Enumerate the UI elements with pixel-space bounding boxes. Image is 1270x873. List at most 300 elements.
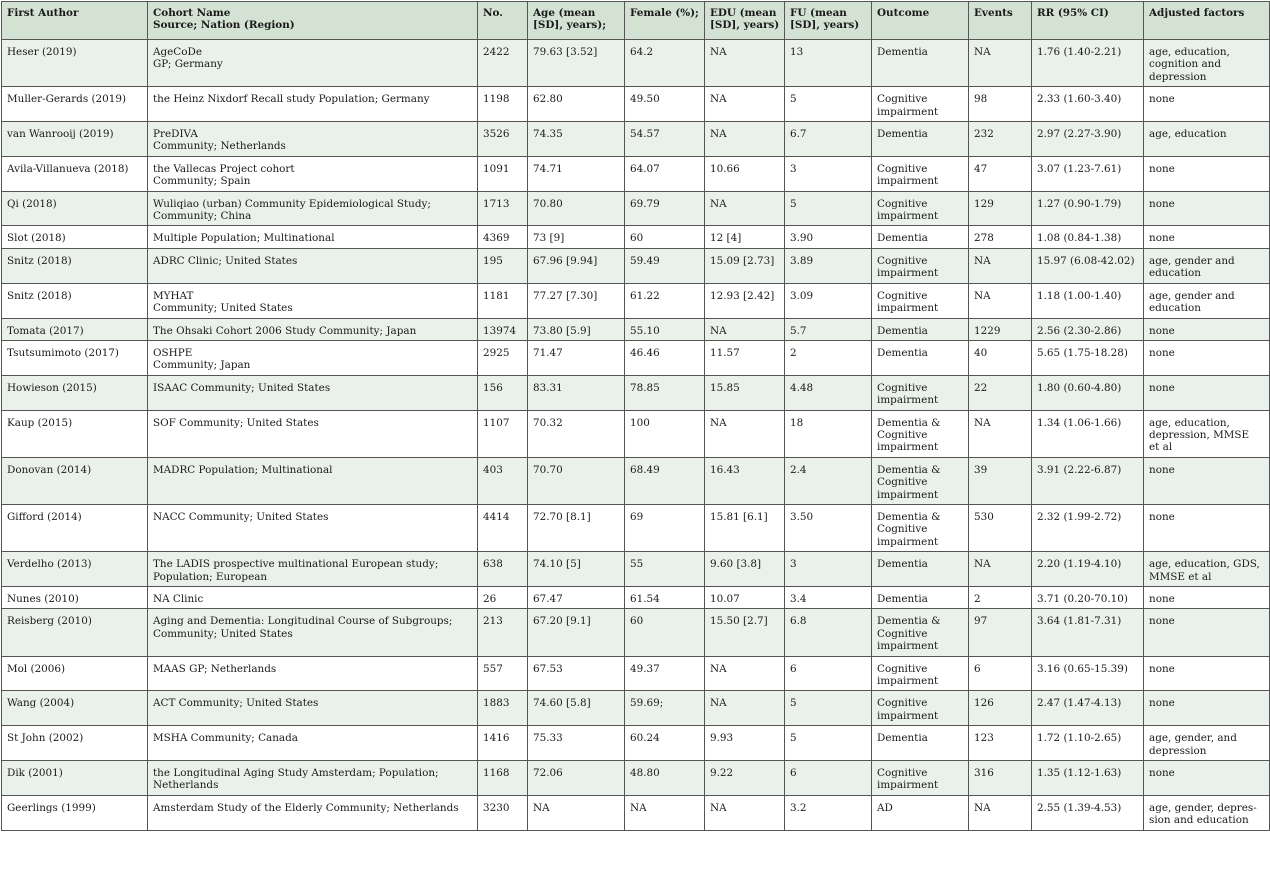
cell-cohort-name (148, 609, 478, 656)
cell-rr: 2.47 (1.47-4.13) (1032, 691, 1144, 726)
cell-line: Netherlands (153, 779, 219, 792)
cohort-studies-table (1, 1, 1270, 831)
cell-first-author: Nunes (2010) (2, 587, 148, 609)
cell-fu: 6 (785, 656, 872, 691)
cell-adjusted-factors (1144, 504, 1270, 551)
cell-line: MMSE et al (1149, 570, 1212, 583)
cell-rr: 2.56 (2.30-2.86) (1032, 318, 1144, 340)
table-body (2, 40, 1270, 831)
cell-line: impairment (877, 441, 939, 454)
cell-outcome (872, 40, 969, 87)
cell-adjusted-factors (1144, 340, 1270, 375)
cell-line: age, gender and (1149, 254, 1235, 267)
cell-edu: NA (705, 122, 785, 157)
cell-line: Community; China (153, 210, 252, 223)
cell-edu: 16.43 (705, 457, 785, 504)
cell-age: 67.20 [9.1] (528, 609, 625, 656)
cell-first-author: Avila-Villanueva (2018) (2, 156, 148, 191)
cell-rr: 5.65 (1.75-18.28) (1032, 340, 1144, 375)
cell-female: 100 (625, 410, 705, 457)
cell-female: 60 (625, 609, 705, 656)
cell-age: NA (528, 795, 625, 830)
cell-fu: 2.4 (785, 457, 872, 504)
cell-line: impairment (877, 267, 939, 280)
cell-line: Dementia & (877, 510, 941, 523)
cell-rr: 1.27 (0.90-1.79) (1032, 191, 1144, 226)
cell-line: none (1149, 767, 1175, 780)
cell-line: none (1149, 593, 1175, 605)
cell-no: 2925 (478, 340, 528, 375)
cell-female: 55 (625, 552, 705, 587)
cell-female: 69 (625, 504, 705, 551)
cell-cohort-name (148, 457, 478, 504)
cell-age: 72.70 [8.1] (528, 504, 625, 551)
cell-age: 74.35 (528, 122, 625, 157)
cell-first-author: Qi (2018) (2, 191, 148, 226)
cell-line: MYHAT (153, 289, 194, 302)
cell-fu: 3.2 (785, 795, 872, 830)
cell-edu: 9.93 (705, 726, 785, 761)
table-row (2, 795, 1270, 830)
cell-line: age, education, (1149, 416, 1230, 429)
cell-edu: 15.85 (705, 375, 785, 410)
cell-no: 3230 (478, 795, 528, 830)
cell-age: 74.71 (528, 156, 625, 191)
header-adjusted-factors: Adjusted factors (1144, 2, 1270, 40)
cell-line: NACC Community; United States (153, 510, 329, 523)
cell-events: 47 (969, 156, 1032, 191)
cell-events: NA (969, 795, 1032, 830)
table-row (2, 122, 1270, 157)
header-row (2, 2, 1270, 40)
header-no: No. (478, 2, 528, 40)
cell-line: SOF Community; United States (153, 416, 319, 429)
cell-fu: 5 (785, 691, 872, 726)
cell-line: Community; United States (153, 302, 293, 315)
cell-no: 1181 (478, 283, 528, 318)
cell-line: Amsterdam Study of the Elderly Community; Netherlands (153, 801, 459, 814)
cell-first-author: Donovan (2014) (2, 457, 148, 504)
cell-outcome (872, 504, 969, 551)
table-row (2, 318, 1270, 340)
cell-outcome (872, 726, 969, 761)
cell-fu: 3.89 (785, 248, 872, 283)
cell-fu: 13 (785, 40, 872, 87)
cell-rr: 3.71 (0.20-70.10) (1032, 587, 1144, 609)
cell-no: 1883 (478, 691, 528, 726)
cell-line: Wuliqiao (urban) Community Epidemiological Study; (153, 197, 431, 210)
table-row (2, 552, 1270, 587)
cell-line: none (1149, 697, 1175, 710)
cell-events: 1229 (969, 318, 1032, 340)
cell-female: 64.2 (625, 40, 705, 87)
header-age: Age (mean [SD], years); (528, 2, 625, 40)
cell-female: 60.24 (625, 726, 705, 761)
cell-adjusted-factors (1144, 40, 1270, 87)
cell-fu: 3.09 (785, 283, 872, 318)
cell-rr: 2.20 (1.19-4.10) (1032, 552, 1144, 587)
cell-no: 13974 (478, 318, 528, 340)
cell-events: 97 (969, 609, 1032, 656)
cell-line: Community; United States (153, 627, 293, 640)
cell-age: 67.96 [9.94] (528, 248, 625, 283)
cell-first-author: Tomata (2017) (2, 318, 148, 340)
cell-outcome (872, 283, 969, 318)
cell-no: 1168 (478, 761, 528, 796)
cell-adjusted-factors (1144, 318, 1270, 340)
table-row (2, 410, 1270, 457)
table-row (2, 248, 1270, 283)
table-row (2, 726, 1270, 761)
cell-line: The LADIS prospective multinational European study; (153, 558, 439, 571)
cell-cohort-name (148, 156, 478, 191)
cell-fu: 5 (785, 87, 872, 122)
cell-female: 69.79 (625, 191, 705, 226)
cell-events: 316 (969, 761, 1032, 796)
cell-cohort-name (148, 504, 478, 551)
cell-edu: 9.60 [3.8] (705, 552, 785, 587)
cell-line: age, education, (1149, 46, 1230, 58)
cell-line: ISAAC Community; United States (153, 381, 331, 394)
cell-outcome (872, 318, 969, 340)
cell-edu: NA (705, 795, 785, 830)
cell-adjusted-factors (1144, 691, 1270, 726)
table-row (2, 375, 1270, 410)
cell-adjusted-factors (1144, 156, 1270, 191)
cell-no: 4369 (478, 226, 528, 248)
cell-edu: 11.57 (705, 340, 785, 375)
cell-line: none (1149, 615, 1175, 628)
cell-outcome (872, 587, 969, 609)
cell-outcome (872, 156, 969, 191)
cell-outcome (872, 552, 969, 587)
cell-line: the Longitudinal Aging Study Amsterdam; Population; (153, 767, 439, 780)
cell-first-author: Mol (2006) (2, 656, 148, 691)
cell-line: none (1149, 463, 1175, 476)
cell-line: depression (1149, 744, 1207, 757)
cell-fu: 6 (785, 761, 872, 796)
cell-first-author: Wang (2004) (2, 691, 148, 726)
cell-adjusted-factors (1144, 122, 1270, 157)
cell-cohort-name (148, 122, 478, 157)
cell-cohort-name (148, 795, 478, 830)
cell-age: 79.63 [3.52] (528, 40, 625, 87)
cell-line: Cognitive (877, 662, 928, 675)
cell-events: 232 (969, 122, 1032, 157)
cell-no: 26 (478, 587, 528, 609)
cell-edu: 15.50 [2.7] (705, 609, 785, 656)
cell-line: none (1149, 162, 1175, 175)
cell-female: 59.69; (625, 691, 705, 726)
cell-line: Dementia (877, 128, 928, 141)
cell-line: Cognitive (877, 197, 928, 210)
cell-first-author: Snitz (2018) (2, 248, 148, 283)
cell-line: Community; Spain (153, 175, 251, 188)
cell-no: 1198 (478, 87, 528, 122)
cell-line: none (1149, 510, 1175, 523)
cell-adjusted-factors (1144, 795, 1270, 830)
cell-fu: 3.4 (785, 587, 872, 609)
table-row (2, 504, 1270, 551)
cell-rr: 2.33 (1.60-3.40) (1032, 87, 1144, 122)
header-cohort-name: Cohort Name Source; Nation (Region) (148, 2, 478, 40)
cell-line: Cognitive (877, 476, 928, 489)
cell-rr: 1.80 (0.60-4.80) (1032, 375, 1144, 410)
header-fu: FU (mean [SD], years) (785, 2, 872, 40)
cell-female: 60 (625, 226, 705, 248)
cell-line: age, gender, and (1149, 732, 1237, 745)
cell-first-author: Geerlings (1999) (2, 795, 148, 830)
cell-line: NA Clinic (153, 593, 204, 605)
cell-rr: 1.34 (1.06-1.66) (1032, 410, 1144, 457)
cell-line: Dementia (877, 558, 928, 571)
cell-first-author: Gifford (2014) (2, 504, 148, 551)
cell-adjusted-factors (1144, 587, 1270, 609)
table-row (2, 156, 1270, 191)
cell-line: MAAS GP; Netherlands (153, 662, 277, 675)
table-row (2, 609, 1270, 656)
cell-cohort-name (148, 587, 478, 609)
cell-line: MADRC Population; Multinational (153, 463, 333, 476)
cell-line: Cognitive (877, 627, 928, 640)
cell-line: Dementia & (877, 615, 941, 628)
cell-line: none (1149, 381, 1175, 394)
cell-age: 70.32 (528, 410, 625, 457)
cell-fu: 18 (785, 410, 872, 457)
cell-edu: 12 [4] (705, 226, 785, 248)
cell-line: impairment (877, 210, 939, 223)
cell-edu: NA (705, 318, 785, 340)
cell-outcome (872, 457, 969, 504)
cell-cohort-name (148, 340, 478, 375)
cell-age: 83.31 (528, 375, 625, 410)
cell-no: 638 (478, 552, 528, 587)
cell-fu: 2 (785, 340, 872, 375)
cell-outcome (872, 656, 969, 691)
cell-fu: 5 (785, 726, 872, 761)
header-outcome: Outcome (872, 2, 969, 40)
cell-rr: 3.16 (0.65-15.39) (1032, 656, 1144, 691)
cell-line: Population; European (153, 570, 268, 583)
cell-line: education (1149, 267, 1201, 280)
cell-cohort-name (148, 40, 478, 87)
cell-line: Cognitive (877, 697, 928, 710)
cell-adjusted-factors (1144, 375, 1270, 410)
cell-events: 40 (969, 340, 1032, 375)
cell-line: none (1149, 324, 1175, 337)
cell-line: ACT Community; United States (153, 697, 319, 710)
cell-line: Dementia (877, 46, 928, 58)
header-events: Events (969, 2, 1032, 40)
cell-line: cognition and (1149, 58, 1222, 71)
cell-line: none (1149, 346, 1175, 359)
cell-first-author: Howieson (2015) (2, 375, 148, 410)
cell-line: impairment (877, 175, 939, 188)
cell-rr: 1.72 (1.10-2.65) (1032, 726, 1144, 761)
cell-no: 213 (478, 609, 528, 656)
cell-line: impairment (877, 779, 939, 792)
cell-rr: 1.08 (0.84-1.38) (1032, 226, 1144, 248)
cell-no: 1107 (478, 410, 528, 457)
cell-rr: 1.76 (1.40-2.21) (1032, 40, 1144, 87)
cell-no: 557 (478, 656, 528, 691)
table-row (2, 226, 1270, 248)
table-row (2, 656, 1270, 691)
cell-age: 72.06 (528, 761, 625, 796)
cell-fu: 6.7 (785, 122, 872, 157)
cell-fu: 3 (785, 156, 872, 191)
cell-fu: 3.90 (785, 226, 872, 248)
cell-first-author: Verdelho (2013) (2, 552, 148, 587)
cell-line: impairment (877, 640, 939, 653)
cell-no: 403 (478, 457, 528, 504)
cell-edu: NA (705, 410, 785, 457)
cell-events: 98 (969, 87, 1032, 122)
cell-line: age, education (1149, 128, 1227, 141)
cell-line: AgeCoDe (153, 46, 202, 58)
cell-adjusted-factors (1144, 87, 1270, 122)
cell-adjusted-factors (1144, 457, 1270, 504)
cell-events: NA (969, 40, 1032, 87)
cell-events: 530 (969, 504, 1032, 551)
cell-outcome (872, 191, 969, 226)
cell-adjusted-factors (1144, 726, 1270, 761)
cell-outcome (872, 87, 969, 122)
cell-outcome (872, 795, 969, 830)
cell-line: depression, MMSE (1149, 428, 1250, 441)
cell-line: depression (1149, 70, 1207, 83)
cell-line: Cognitive (877, 289, 928, 302)
cell-cohort-name (148, 375, 478, 410)
cell-line: PreDIVA (153, 128, 198, 141)
cell-line: The Ohsaki Cohort 2006 Study Community; Japan (153, 324, 417, 337)
cell-line: impairment (877, 394, 939, 407)
cell-fu: 4.48 (785, 375, 872, 410)
cell-adjusted-factors (1144, 226, 1270, 248)
cell-female: 48.80 (625, 761, 705, 796)
cell-age: 70.80 (528, 191, 625, 226)
cell-events: 123 (969, 726, 1032, 761)
cell-events: 39 (969, 457, 1032, 504)
cell-cohort-name (148, 226, 478, 248)
header-female: Female (%); (625, 2, 705, 40)
cell-female: 54.57 (625, 122, 705, 157)
cell-rr: 3.91 (2.22-6.87) (1032, 457, 1144, 504)
cell-female: 49.37 (625, 656, 705, 691)
cell-events: NA (969, 283, 1032, 318)
cell-events: 129 (969, 191, 1032, 226)
cell-female: 55.10 (625, 318, 705, 340)
table-header (2, 2, 1270, 40)
cell-line: Cognitive (877, 523, 928, 536)
cell-age: 67.47 (528, 587, 625, 609)
cell-first-author: Heser (2019) (2, 40, 148, 87)
cell-age: 75.33 (528, 726, 625, 761)
table-row (2, 587, 1270, 609)
cell-outcome (872, 340, 969, 375)
cell-rr: 2.97 (2.27-3.90) (1032, 122, 1144, 157)
cell-cohort-name (148, 691, 478, 726)
cell-adjusted-factors (1144, 410, 1270, 457)
cell-no: 4414 (478, 504, 528, 551)
cell-female: 46.46 (625, 340, 705, 375)
cell-cohort-name (148, 87, 478, 122)
cell-age: 77.27 [7.30] (528, 283, 625, 318)
cell-edu: NA (705, 87, 785, 122)
cell-line: impairment (877, 535, 939, 548)
cell-line: age, education, GDS, (1149, 558, 1260, 571)
cell-first-author: St John (2002) (2, 726, 148, 761)
cell-female: 61.54 (625, 587, 705, 609)
cell-female: 61.22 (625, 283, 705, 318)
cell-cohort-name (148, 248, 478, 283)
cell-line: AD (877, 801, 893, 814)
cell-line: none (1149, 93, 1175, 106)
cell-line: impairment (877, 709, 939, 722)
cell-age: 71.47 (528, 340, 625, 375)
cell-events: 2 (969, 587, 1032, 609)
cell-adjusted-factors (1144, 609, 1270, 656)
cell-female: 59.49 (625, 248, 705, 283)
cell-first-author: Reisberg (2010) (2, 609, 148, 656)
cell-line: Cognitive (877, 381, 928, 394)
cell-events: NA (969, 552, 1032, 587)
cell-line: impairment (877, 302, 939, 315)
cell-rr: 2.55 (1.39-4.53) (1032, 795, 1144, 830)
cell-outcome (872, 248, 969, 283)
cell-female: NA (625, 795, 705, 830)
cell-first-author: Tsutsumimoto (2017) (2, 340, 148, 375)
cell-first-author: Muller-Gerards (2019) (2, 87, 148, 122)
cell-adjusted-factors (1144, 761, 1270, 796)
cell-line: Dementia (877, 324, 928, 337)
cell-fu: 3 (785, 552, 872, 587)
cell-first-author: Kaup (2015) (2, 410, 148, 457)
cell-line: none (1149, 662, 1175, 675)
cell-age: 73 [9] (528, 226, 625, 248)
table-row (2, 283, 1270, 318)
table-row (2, 761, 1270, 796)
cell-line: age, gender, depres- (1149, 801, 1257, 814)
cell-line: none (1149, 197, 1175, 210)
cell-first-author: van Wanrooij (2019) (2, 122, 148, 157)
cell-female: 78.85 (625, 375, 705, 410)
cell-no: 1416 (478, 726, 528, 761)
cell-events: 6 (969, 656, 1032, 691)
cell-no: 195 (478, 248, 528, 283)
cell-line: Multiple Population; Multinational (153, 232, 335, 245)
cell-adjusted-factors (1144, 248, 1270, 283)
cell-rr: 15.97 (6.08-42.02) (1032, 248, 1144, 283)
cell-line: Dementia & (877, 416, 941, 429)
cell-edu: 15.81 [6.1] (705, 504, 785, 551)
cell-edu: 9.22 (705, 761, 785, 796)
cell-line: Cognitive (877, 428, 928, 441)
cell-line: Dementia & (877, 463, 941, 476)
cell-line: the Vallecas Project cohort (153, 162, 295, 175)
cell-edu: NA (705, 656, 785, 691)
cell-line: Dementia (877, 232, 928, 245)
cell-line: sion and education (1149, 814, 1249, 827)
cell-no: 1091 (478, 156, 528, 191)
table-row (2, 457, 1270, 504)
cell-rr: 3.64 (1.81-7.31) (1032, 609, 1144, 656)
cell-line: impairment (877, 488, 939, 501)
cell-female: 49.50 (625, 87, 705, 122)
cell-edu: 10.66 (705, 156, 785, 191)
cell-outcome (872, 761, 969, 796)
cell-edu: 15.09 [2.73] (705, 248, 785, 283)
